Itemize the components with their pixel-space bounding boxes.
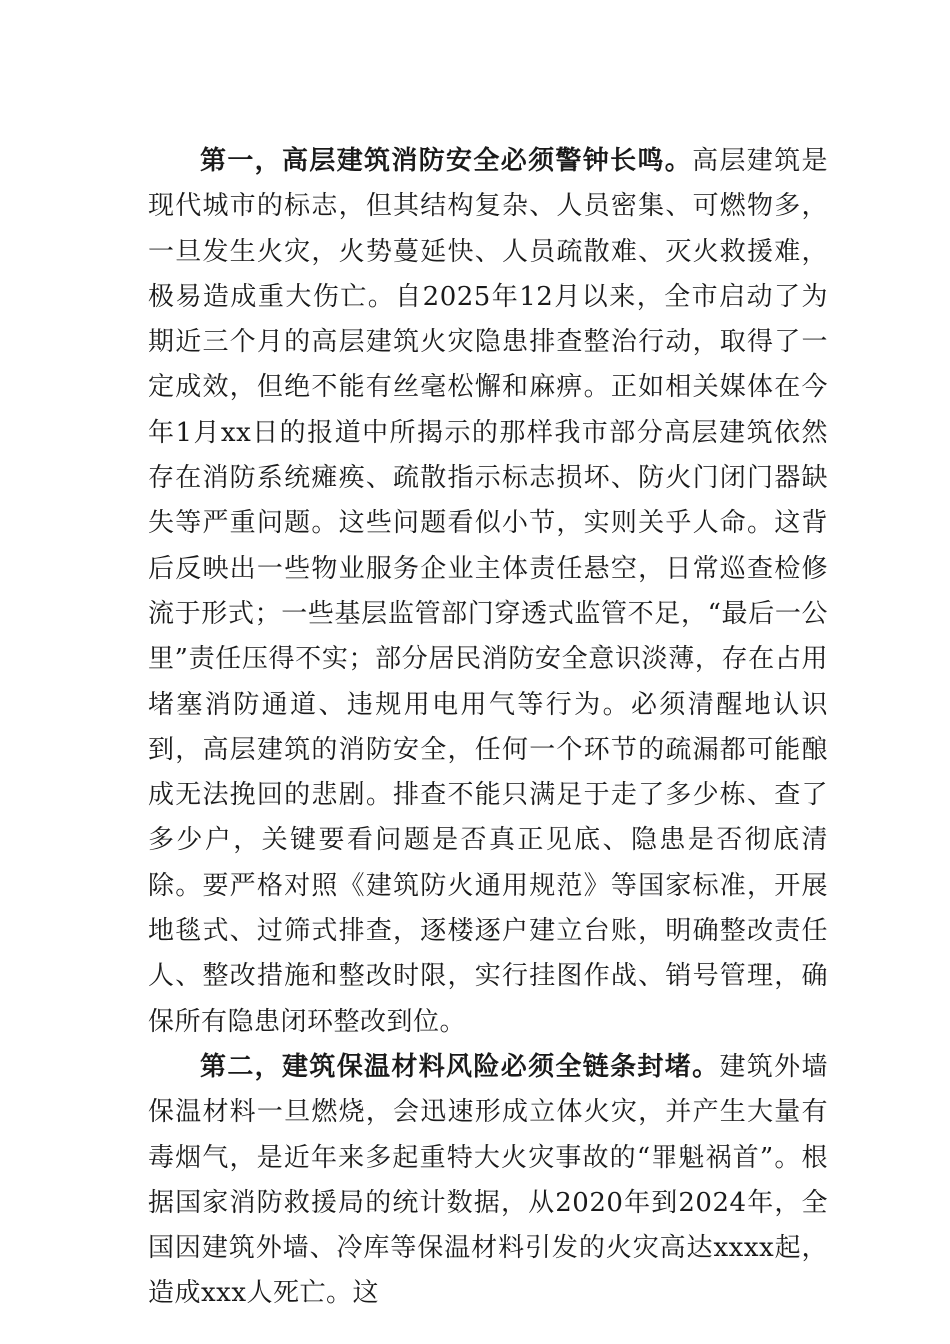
paragraph-1 (148, 139, 828, 1045)
document-body (148, 139, 828, 1317)
paragraph-2-body: 建筑外墙保温材料一旦燃烧，会迅速形成立体火灾，并产生大量有毒烟气，是近年来多起重特大火灾事故的“罪魁祸首”。根据国家消防救援局的统计数据，从2020年到2024年，全国因建筑外墙、冷库等保温材料引发的火灾高达xxxx起，造成xxx人死亡。这 (148, 1051, 828, 1309)
paragraph-1-body: 高层建筑是现代城市的标志，但其结构复杂、人员密集、可燃物多，一旦发生火灾，火势蔓延快、人员疏散难、灭火救援难，极易造成重大伤亡。自2025年12月以来，全市启动了为期近三个月的高层建筑火灾隐患排查整治行动，取得了一定成效，但绝不能有丝毫松懈和麻痹。正如相关媒体在今年1月xx日的报道中所揭示的那样我市部分高层建筑依然存在消防系统瘫痪、疏散指示标志损坏、防火门闭门器缺失等严重问题。这些问题看似小节，实则关乎人命。这背后反映出一些物业服务企业主体责任悬空，日常巡查检修流于形式；一些基层监管部门穿透式监管不足，“最后一公里”责任压得不实；部分居民消防安全意识淡薄，存在占用堵塞消防通道、违规用电用气等行为。必须清醒地认识到，高层建筑的消防安全，任何一个环节的疏漏都可能酿成无法挽回的悲剧。排查不能只满足于走了多少栋、查了多少户，关键要看问题是否真正见底、隐患是否彻底清除。要严格对照《建筑防火通用规范》等国家标准，开展地毯式、过筛式排查，逐楼逐户建立台账，明确整改责任人、整改措施和整改时限，实行挂图作战、销号管理，确保所有隐患闭环整改到位。 (148, 146, 828, 1037)
paragraph-2-lead: 第二，建筑保温材料风险必须全链条封堵。 (200, 1051, 720, 1082)
paragraph-1-lead: 第一，高层建筑消防安全必须警钟长鸣。 (200, 146, 693, 176)
paragraph-2 (148, 1045, 828, 1317)
